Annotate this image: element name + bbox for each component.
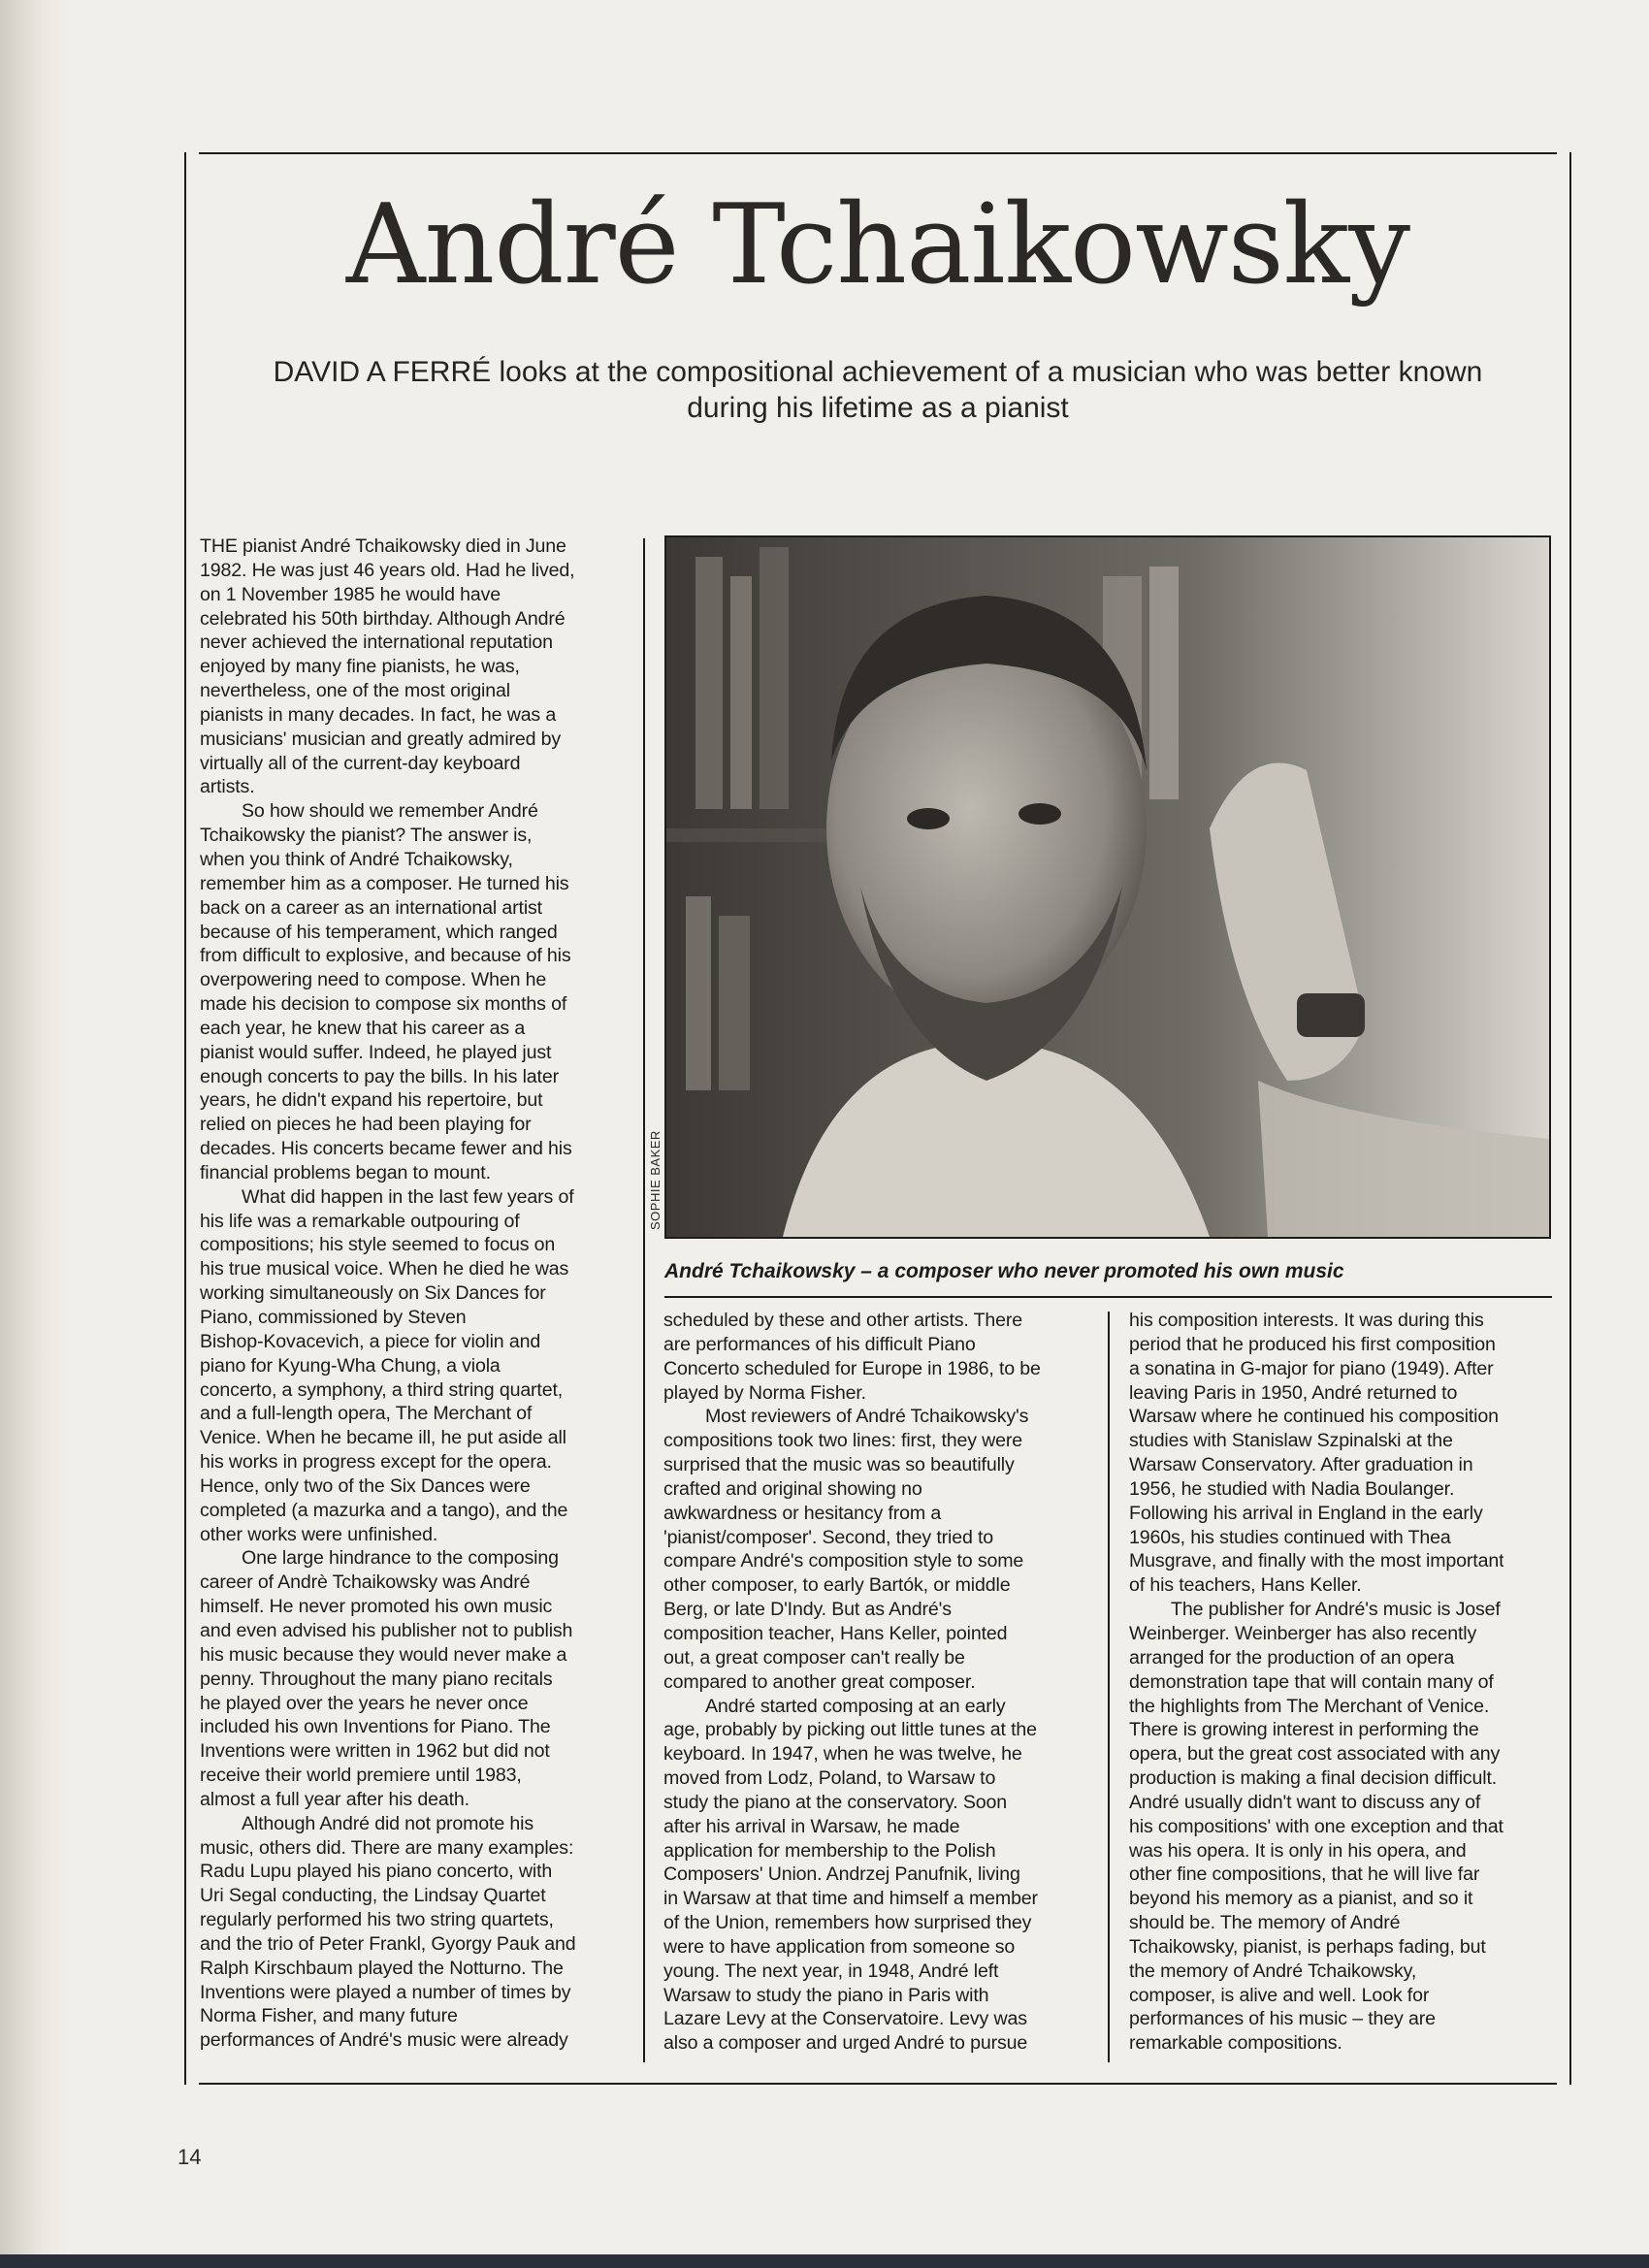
text-line: Radu Lupu played his piano concerto, with bbox=[200, 1861, 553, 1883]
text-line: Inventions were written in 1962 but did not bbox=[200, 1740, 550, 1763]
text-line: when you think of André Tchaikowsky, bbox=[200, 848, 513, 870]
text-line: Ralph Kirschbaum played the Notturno. The bbox=[200, 1957, 564, 1979]
text-line: Hence, only two of the Six Dances were bbox=[200, 1474, 531, 1497]
text-line: made his decision to compose six months of bbox=[200, 993, 567, 1016]
text-line: Norma Fisher, and many future bbox=[200, 2005, 458, 2027]
text-line: concerto, a symphony, a third string quartet, bbox=[200, 1378, 564, 1401]
text-line: his compositions' with one exception and that bbox=[1129, 1815, 1504, 1837]
photo-caption: André Tchaikowsky – a composer who never promoted his own music bbox=[664, 1260, 1344, 1282]
frame-rule-right bbox=[1569, 152, 1571, 2085]
text-line: overpowering need to compose. When he bbox=[200, 969, 547, 991]
text-line: compositions took two lines: first, they were bbox=[663, 1430, 1023, 1452]
text-line: because of his temperament, which ranged bbox=[200, 921, 558, 943]
text-line: production is making a final decision difficult. bbox=[1129, 1767, 1498, 1790]
text-line: Venice. When he became ill, he put aside all bbox=[200, 1427, 566, 1449]
text-line: 1956, he studied with Nadia Boulanger. bbox=[1129, 1477, 1455, 1500]
text-line: moved from Lodz, Poland, to Warsaw to bbox=[663, 1767, 996, 1790]
text-line: artists. bbox=[200, 776, 255, 798]
text-line: arranged for the production of an opera bbox=[1129, 1646, 1455, 1669]
text-line: demonstration tape that will contain many of bbox=[1129, 1670, 1494, 1693]
standfirst-line: during his lifetime as a pianist bbox=[687, 392, 1069, 424]
text-line: composer, is alive and well. Look for bbox=[1129, 1984, 1430, 2006]
text-line: One large hindrance to the composing bbox=[242, 1547, 559, 1570]
scan-edge bbox=[0, 0, 70, 2268]
text-line: he played over the years he never once bbox=[200, 1692, 529, 1714]
text-line: crafted and original showing no bbox=[663, 1477, 922, 1500]
text-line: piano for Kyung-Wha Chung, a viola bbox=[200, 1354, 501, 1377]
scan-bottom-edge bbox=[0, 2254, 1649, 2268]
text-line: relied on pieces he had been playing for bbox=[200, 1114, 532, 1136]
text-line: enjoyed by many fine pianists, he was, bbox=[200, 656, 520, 678]
text-line: There is growing interest in performing the bbox=[1129, 1719, 1479, 1741]
text-line: each year, he knew that his career as a bbox=[200, 1017, 526, 1039]
text-line: So how should we remember André bbox=[242, 800, 538, 823]
text-line: his true musical voice. When he died he was bbox=[200, 1258, 569, 1280]
text-line: financial problems began to mount. bbox=[200, 1161, 491, 1183]
text-line: study the piano at the conservatory. Soon bbox=[663, 1791, 1008, 1813]
text-line: out, a great composer can't really be bbox=[663, 1646, 965, 1669]
text-line: What did happen in the last few years of bbox=[242, 1185, 574, 1208]
text-line: the highlights from The Merchant of Venice. bbox=[1129, 1695, 1490, 1717]
text-line: a sonatina in G-major for piano (1949). After bbox=[1129, 1357, 1494, 1379]
text-line: performances of André's music were already bbox=[200, 2029, 568, 2052]
text-line: working simultaneously on Six Dances for bbox=[200, 1282, 546, 1305]
text-line: included his own Inventions for Piano. The bbox=[200, 1716, 551, 1738]
text-line: Bishop-Kovacevich, a piece for violin and bbox=[200, 1330, 541, 1352]
text-line: completed (a mazurka and a tango), and the bbox=[200, 1499, 568, 1521]
text-line: his life was a remarkable outpouring of bbox=[200, 1210, 520, 1232]
text-line: music, others did. There are many examples: bbox=[200, 1836, 574, 1859]
text-line: André started composing at an early bbox=[705, 1695, 1006, 1717]
text-line: other works were unfinished. bbox=[200, 1523, 438, 1545]
text-line: awkwardness or hesitancy from a bbox=[663, 1502, 942, 1524]
text-line: were to have application from someone so bbox=[663, 1935, 1016, 1958]
text-line: Warsaw where he continued his composition bbox=[1129, 1406, 1499, 1428]
text-line: Weinberger. Weinberger has also recently bbox=[1129, 1622, 1477, 1644]
text-line: 1960s, his studies continued with Thea bbox=[1129, 1526, 1451, 1548]
text-line: Lazare Levy at the Conservatoire. Levy was bbox=[663, 2008, 1027, 2030]
text-line: scheduled by these and other artists. There bbox=[663, 1310, 1023, 1331]
text-line: performances of his music – they are bbox=[1129, 2008, 1436, 2030]
text-line: almost a full year after his death. bbox=[200, 1788, 469, 1810]
text-line: remember him as a composer. He turned his bbox=[200, 872, 569, 894]
text-line: the memory of André Tchaikowsky, bbox=[1129, 1960, 1417, 1982]
text-line: compared to another great composer. bbox=[663, 1670, 976, 1693]
photo-credit: SOPHIE BAKER bbox=[648, 1130, 663, 1230]
text-line: compare André's composition style to some bbox=[663, 1550, 1024, 1572]
text-line: The publisher for André's music is Josef bbox=[1171, 1599, 1501, 1621]
text-column-1 bbox=[200, 535, 576, 2053]
text-line: decades. His concerts became fewer and his bbox=[200, 1138, 572, 1160]
text-line: should be. The memory of André bbox=[1129, 1912, 1401, 1934]
text-line: celebrated his 50th birthday. Although André bbox=[200, 607, 566, 630]
text-line: age, probably by picking out little tunes at the bbox=[663, 1719, 1037, 1741]
text-line: Most reviewers of André Tchaikowsky's bbox=[705, 1406, 1029, 1428]
text-line: composition teacher, Hans Keller, pointed bbox=[663, 1622, 1008, 1644]
frame-rule-bottom bbox=[199, 2083, 1557, 2085]
text-line: period that he produced his first composition bbox=[1129, 1333, 1496, 1355]
text-line: back on a career as an international artist bbox=[200, 896, 542, 919]
text-line: of his teachers, Hans Keller. bbox=[1129, 1574, 1362, 1597]
text-line: other fine compositions, that he will live far bbox=[1129, 1863, 1480, 1886]
text-line: receive their world premiere until 1983, bbox=[200, 1765, 522, 1787]
frame-rule-left bbox=[184, 152, 186, 2085]
text-line: Berg, or late D'Indy. But as André's bbox=[663, 1599, 952, 1621]
text-line: after his arrival in Warsaw, he made bbox=[663, 1815, 960, 1837]
text-line: are performances of his difficult Piano bbox=[663, 1333, 976, 1355]
text-line: other composer, to early Bartók, or middle bbox=[663, 1574, 1011, 1597]
text-line: THE pianist André Tchaikowsky died in June bbox=[200, 535, 566, 557]
text-line: Musgrave, and finally with the most important bbox=[1129, 1550, 1504, 1572]
page-number: 14 bbox=[178, 2145, 202, 2169]
text-line: young. The next year, in 1948, André left bbox=[663, 1960, 999, 1982]
text-line: Piano, commissioned by Steven bbox=[200, 1307, 467, 1328]
frame-rule-top bbox=[199, 152, 1557, 154]
text-line: 1982. He was just 46 years old. Had he lived, bbox=[200, 559, 575, 581]
text-line: from difficult to explosive, and because of his bbox=[200, 945, 571, 967]
text-line: himself. He never promoted his own music bbox=[200, 1596, 553, 1618]
text-line: Inventions were played a number of times by bbox=[200, 1981, 571, 2003]
text-line: never achieved the international reputation bbox=[200, 632, 553, 654]
text-line: opera, but the great cost associated with any bbox=[1129, 1743, 1501, 1766]
standfirst-line: DAVID A FERRÉ looks at the compositional achievement of a musician who was better known bbox=[273, 356, 1483, 388]
text-line: also a composer and urged André to pursue bbox=[663, 2032, 1028, 2055]
caption-rule bbox=[664, 1296, 1552, 1298]
text-line: remarkable compositions. bbox=[1129, 2032, 1342, 2055]
text-line: Uri Segal conducting, the Lindsay Quartet bbox=[200, 1885, 546, 1907]
text-line: years, he didn't expand his repertoire, but bbox=[200, 1089, 543, 1112]
text-line: his works in progress except for the opera. bbox=[200, 1451, 552, 1474]
text-line: Although André did not promote his bbox=[242, 1812, 534, 1834]
text-line: pianists in many decades. In fact, he was a bbox=[200, 703, 557, 726]
text-line: his music because they would never make a bbox=[200, 1643, 567, 1666]
text-line: Tchaikowsky, pianist, is perhaps fading, but bbox=[1129, 1935, 1486, 1958]
text-line: 'pianist/composer'. Second, they tried to bbox=[663, 1526, 994, 1548]
text-line: his composition interests. It was during this bbox=[1129, 1310, 1484, 1331]
text-line: application for membership to the Polish bbox=[663, 1839, 996, 1862]
text-line: was his opera. It is only in his opera, and bbox=[1129, 1839, 1467, 1862]
text-line: on 1 November 1985 he would have bbox=[200, 583, 501, 605]
text-line: Warsaw Conservatory. After graduation in bbox=[1129, 1454, 1473, 1476]
column-divider bbox=[1108, 1312, 1110, 2062]
text-line: leaving Paris in 1950, André returned to bbox=[1129, 1381, 1458, 1404]
text-line: of the Union, remembers how surprised they bbox=[663, 1912, 1032, 1934]
text-line: virtually all of the current-day keyboard bbox=[200, 752, 521, 774]
article-frame bbox=[184, 152, 1571, 2085]
text-line: surprised that the music was so beautifully bbox=[663, 1454, 1015, 1476]
text-line: pianist would suffer. Indeed, he played just bbox=[200, 1041, 552, 1063]
text-column-3 bbox=[1129, 1309, 1504, 2056]
column-divider bbox=[643, 538, 645, 2062]
text-line: penny. Throughout the many piano recitals bbox=[200, 1668, 553, 1690]
text-column-2 bbox=[663, 1309, 1041, 2056]
text-line: Concerto scheduled for Europe in 1986, to be bbox=[663, 1357, 1041, 1379]
text-line: studies with Stanislaw Szpinalski at the bbox=[1129, 1430, 1453, 1452]
article-title: André Tchaikowsky bbox=[345, 180, 1410, 308]
text-line: regularly performed his two string quartets, bbox=[200, 1909, 554, 1931]
portrait-photo bbox=[664, 535, 1551, 1239]
text-line: Following his arrival in England in the early bbox=[1129, 1502, 1483, 1524]
text-line: André usually didn't want to discuss any of bbox=[1129, 1791, 1481, 1813]
text-line: keyboard. In 1947, when he was twelve, he bbox=[663, 1743, 1022, 1766]
text-line: Composers' Union. Andrzej Panufnik, living bbox=[663, 1863, 1020, 1886]
text-line: beyond his memory as a pianist, and so it bbox=[1129, 1888, 1473, 1910]
text-line: Warsaw to study the piano in Paris with bbox=[663, 1984, 989, 2006]
text-line: and even advised his publisher not to publish bbox=[200, 1619, 573, 1641]
portrait-image bbox=[666, 537, 1549, 1237]
text-line: career of Andrè Tchaikowsky was André bbox=[200, 1571, 531, 1594]
text-line: and the trio of Peter Frankl, Gyorgy Pauk and bbox=[200, 1932, 576, 1955]
text-line: Tchaikowsky the pianist? The answer is, bbox=[200, 825, 533, 847]
text-line: compositions; his style seemed to focus on bbox=[200, 1234, 556, 1256]
standfirst bbox=[204, 354, 1552, 426]
text-line: enough concerts to pay the bills. In his later bbox=[200, 1065, 559, 1087]
text-line: played by Norma Fisher. bbox=[663, 1381, 866, 1404]
text-line: and a full-length opera, The Merchant of bbox=[200, 1403, 533, 1425]
text-line: in Warsaw at that time and himself a member bbox=[663, 1888, 1038, 1910]
text-line: nevertheless, one of the most original bbox=[200, 680, 510, 702]
text-line: musicians' musician and greatly admired by bbox=[200, 728, 562, 750]
